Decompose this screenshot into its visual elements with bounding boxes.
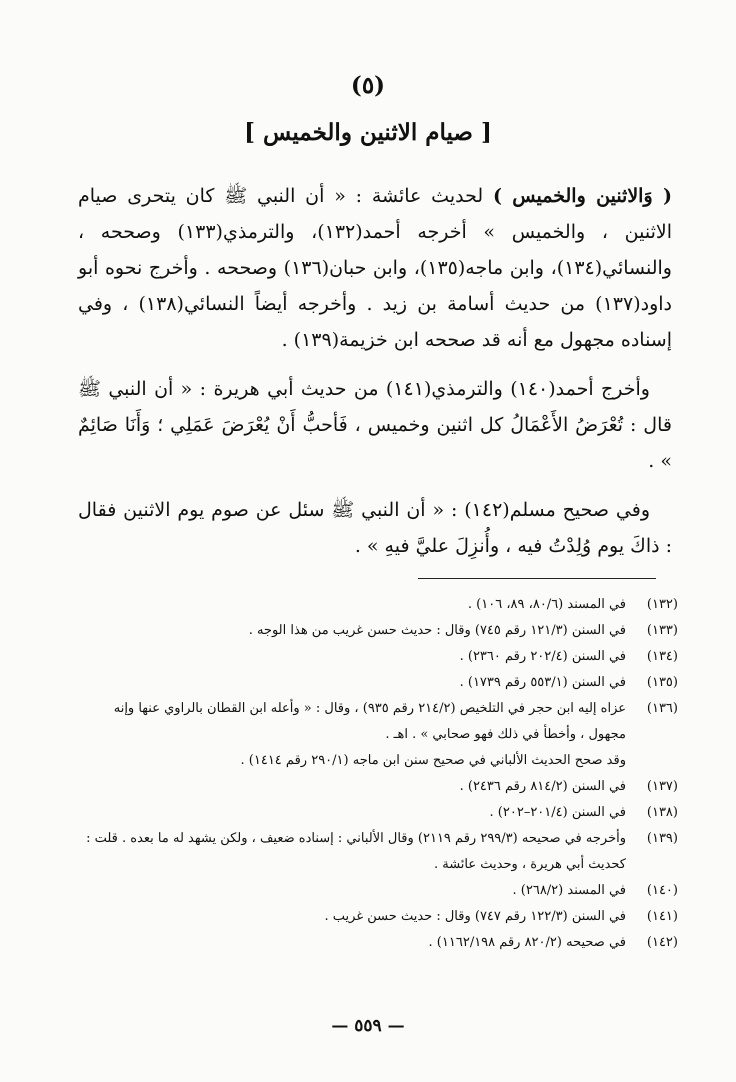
footnote-text (78, 592, 626, 618)
footnote-text (78, 826, 626, 878)
footnote-number: (١٣٣) (646, 623, 678, 638)
footnote-number: (١٣٦) (646, 701, 678, 716)
paragraph-3: وفي صحيح مسلم(١٤٢) : « أن النبي ﷺ سئل عن صوم يوم الاثنين فقال : ذاكَ يوم وُلِدْتُ فيه ، وأُنزِلَ عليَّ فيهِ » . (78, 499, 672, 557)
footnote-line: في السنن (١٢٢/٣ رقم ٧٤٧) وقال : حديث حسن غريب . (324, 909, 626, 924)
footnote (78, 800, 678, 826)
footnotes (78, 592, 678, 956)
footnote-number: (١٣٥) (646, 675, 678, 690)
paragraph-1-heading: ( وَالاثنين والخميس ) (492, 185, 672, 207)
footnote-number: (١٤٠) (646, 883, 678, 898)
footnote-number: (١٣٤) (646, 649, 678, 664)
footnote-line: في السنن (٨١٤/٢ رقم ٢٤٣٦) . (459, 779, 626, 794)
footnote (78, 670, 678, 696)
footnote-number: (١٣٧) (646, 779, 678, 794)
footnote-line: في السنن (٥٥٣/١ رقم ١٧٣٩) . (459, 675, 626, 690)
section-title: [ صيام الاثنين والخميس ] (244, 119, 492, 146)
page-number: — ٥٥٩ — (331, 1016, 405, 1036)
footnote-number: (١٣٨) (646, 805, 678, 820)
paragraph-1 (78, 178, 672, 358)
footnote-line: في السنن (٢٠٢/٤ رقم ٢٣٦٠) . (459, 649, 626, 664)
footnote-line: وقد صحح الحديث الألباني في صحيح سنن ابن ماجه (٢٩٠/١ رقم ١٤١٤) . (240, 753, 626, 768)
footnote-line: في المسند (٨٠/٦، ٨٩، ١٠٦) . (467, 597, 626, 612)
footnote-text (78, 930, 626, 956)
footnote (78, 618, 678, 644)
footnote (78, 930, 678, 956)
main-text (78, 178, 672, 577)
footnote-number: (١٤٢) (646, 935, 678, 950)
footnote-line: في صحيحه (٨٢٠/٢ رقم ١١٦٢/١٩٨) . (428, 935, 626, 950)
footnote (78, 592, 678, 618)
footnote-number: (١٣٩) (646, 831, 678, 846)
footnote-line: في السنن (١٢١/٣ رقم ٧٤٥) وقال : حديث حسن غريب من هذا الوجه . (248, 623, 626, 638)
footnote-text (78, 800, 626, 826)
footnote-number: (١٤١) (646, 909, 678, 924)
footnote (78, 644, 678, 670)
footnote (78, 904, 678, 930)
footnote (78, 826, 678, 878)
footnote-text (78, 878, 626, 904)
footnote-separator (418, 578, 656, 579)
footnote-line: في المسند (٢٦٨/٢) . (512, 883, 626, 898)
paragraph-1-text: لحديث عائشة : « أن النبي ﷺ كان يتحرى صيام الاثنين ، والخميس » أخرجه أحمد(١٣٢)، والترمذي(١٣٣) وصححه ، والنسائي(١٣٤)، وابن ماجه(١٣٥)، وابن حبان(١٣٦) وصححه . وأخرج نحوه أبو داود(١٣٧) من حديث أسامة بن زيد . وأخرجه أيضاً النسائي(١٣٨) ، وفي إسناده مجهول مع أنه قد صححه ابن خزيمة(١٣٩) . (78, 185, 673, 351)
footnote-text (78, 670, 626, 696)
footnote-text (78, 644, 626, 670)
footnote-text (78, 904, 626, 930)
footnote-number: (١٣٢) (646, 597, 678, 612)
footnote-text (78, 618, 626, 644)
footnote-line: وأخرجه في صحيحه (٢٩٩/٣ رقم ٢١١٩) وقال الألباني : إسناده ضعيف ، ولكن يشهد له ما بعده . قلت : كحديث أبي هريرة ، وحديث عائشة . (86, 831, 626, 872)
footnote (78, 696, 678, 774)
footnote (78, 774, 678, 800)
footnote-line: في السنن (٢٠١/٤–٢٠٢) . (489, 805, 626, 820)
footnote-line: عزاه إليه ابن حجر في التلخيص (٢١٤/٢ رقم ٩٣٥) ، وقال : « وأعله ابن القطان بالراوي عنها وإنه مجهول ، وأخطأ في ذلك فهو صحابي » . اهـ . (113, 701, 626, 742)
paragraph-2: وأخرج أحمد(١٤٠) والترمذي(١٤١) من حديث أبي هريرة : « أن النبي ﷺ قال : تُعْرَضُ الأَعْمَالُ كل اثنين وخميس ، فَأحبُّ أَنْ يُعْرَضَ عَمَلِي ؛ وَأَنَا صَائِمٌ » . (78, 378, 672, 472)
footnote-text (78, 696, 626, 774)
footnote (78, 878, 678, 904)
footnote-text (78, 774, 626, 800)
section-number: (٥) (350, 72, 386, 99)
